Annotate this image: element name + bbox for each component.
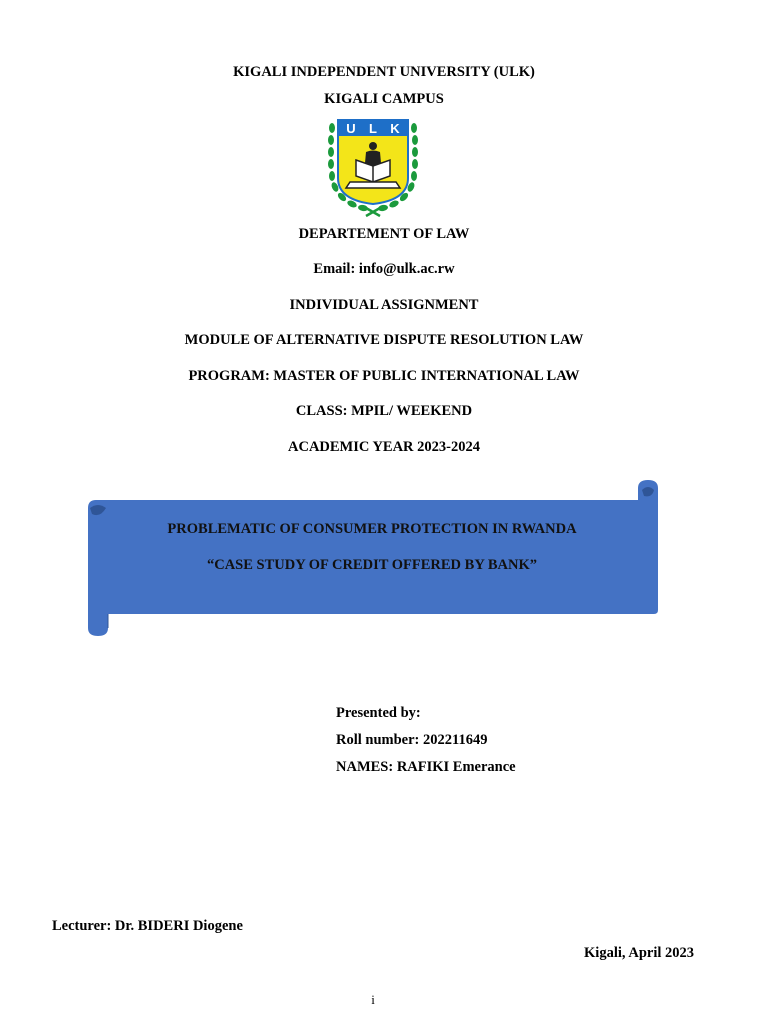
contact-email: Email: info@ulk.ac.rw: [313, 261, 455, 277]
department: DEPARTEMENT OF LAW: [298, 226, 470, 242]
student-names: NAMES: RAFIKI Emerance: [336, 759, 516, 775]
logo-letter-u: U: [346, 121, 356, 136]
academic-year: ACADEMIC YEAR 2023-2024: [288, 439, 480, 455]
lecturer-name: Lecturer: Dr. BIDERI Diogene: [52, 918, 243, 934]
ulk-logo: [326, 116, 420, 218]
university-name: KIGALI INDEPENDENT UNIVERSITY (ULK): [233, 64, 535, 80]
place-and-date: Kigali, April 2023: [584, 945, 694, 961]
class-name: CLASS: MPIL/ WEEKEND: [295, 403, 473, 419]
logo-letter-k: K: [390, 121, 400, 136]
program-name: PROGRAM: MASTER OF PUBLIC INTERNATIONAL LAW: [188, 368, 580, 384]
logo-letter-l: L: [369, 121, 377, 136]
thesis-subtitle: “CASE STUDY OF CREDIT OFFERED BY BANK”: [206, 557, 538, 573]
presented-by-label: Presented by:: [336, 705, 421, 721]
assignment-type: INDIVIDUAL ASSIGNMENT: [289, 297, 479, 313]
campus-name: KIGALI CAMPUS: [324, 91, 444, 107]
roll-number: Roll number: 202211649: [336, 732, 488, 748]
thesis-title: PROBLEMATIC OF CONSUMER PROTECTION IN RWANDA: [167, 521, 577, 537]
module-name: MODULE OF ALTERNATIVE DISPUTE RESOLUTION LAW: [184, 332, 584, 348]
page-number: i: [371, 992, 375, 1007]
